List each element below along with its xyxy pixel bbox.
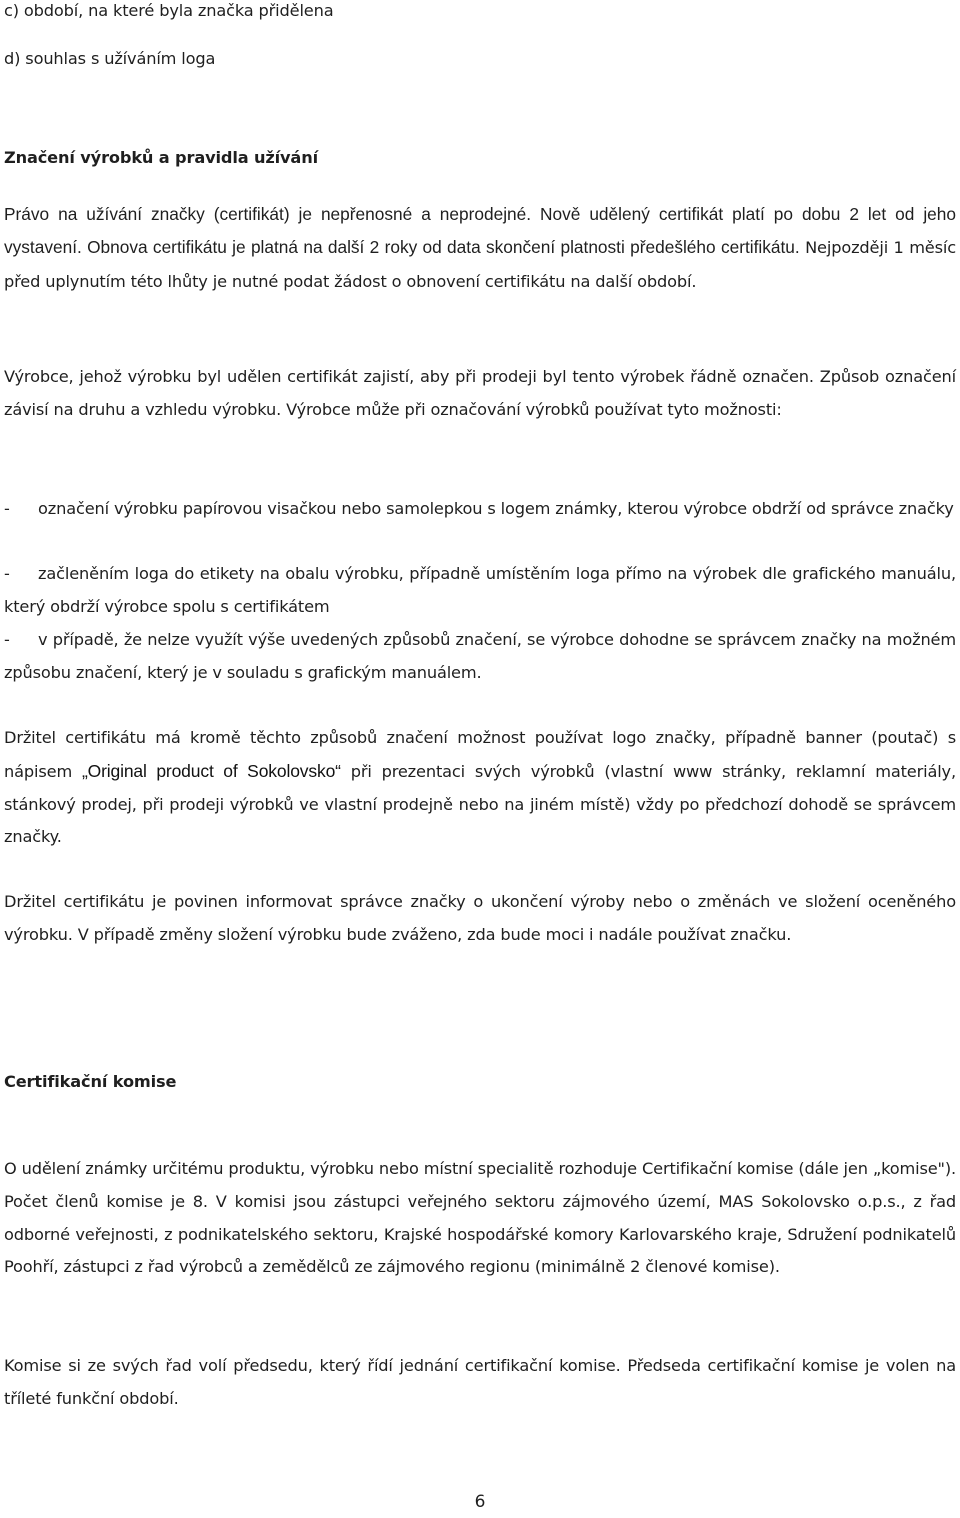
paragraph-producer-marking: Výrobce, jehož výrobku byl udělen certifikát zajistí, aby při prodeji byl tento výrobek řádně označen. Způsob označení závisí na druhu a vzhledu výrobku. Výrobce může při označování výrobků používat tyto možnosti: [4,367,956,419]
paragraph-validity-part-a: Právo na užívání značky (certifikát) je nepřenosné a neprodejné. Nově udělený certifikát platí po dobu 2 let od jeho vystavení. Obnova certifikátu je platná na další 2 roky od data skončení platnosti předešlého certifikátu. [4,204,956,257]
banner-quote: „Original product of Sokolovsko“ [81,760,341,781]
paragraph-banner-usage [4,722,956,854]
paragraph-certificate-validity [4,198,956,298]
list-item [4,493,956,526]
banner-text-before: Držitel certifikátu má kromě těchto způsobů značení možnost používat logo značky, případně banner (poutač) s nápisem [4,728,956,781]
paragraph-holder-obligation: Držitel certifikátu je povinen informovat správce značky o ukončení výroby nebo o změnách ve složení oceněného výrobku. V případě změny složení výrobku bude zváženo, zda bude moci i nadále používat značku. [4,892,956,944]
list-item [4,624,956,690]
paragraph-validity-part-b: Nejpozději 1 měsíc před uplynutím této lhůty je nutné podat žádost o obnovení certifikátu na další období. [4,237,957,291]
section-heading-marking: Značení výrobků a pravidla užívání [4,148,318,167]
list-dash: - [4,630,10,649]
paragraph-committee-chair: Komise si ze svých řad volí předsedu, který řídí jednání certifikační komise. Předseda certifikační komise je volen na tříleté funkční období. [4,1356,956,1408]
section-heading-committee: Certifikační komise [4,1072,177,1091]
list-dash: - [4,564,10,583]
list-item-c: c) období, na které byla značka přidělena [4,1,334,20]
page-number: 6 [474,1492,486,1512]
list-item-text: začleněním loga do etikety na obalu výrobku, případně umístěním loga přímo na výrobek dle grafického manuálu, který obdrží výrobce spolu s certifikátem [4,564,956,616]
list-item [4,558,956,624]
list-dash: - [4,499,10,518]
list-item-text: v případě, že nelze využít výše uvedených způsobů značení, se výrobce dohodne se správcem značky na možném způsobu značení, který je v souladu s grafickým manuálem. [4,630,956,682]
banner-text-after: při prezentaci svých výrobků (vlastní www stránky, reklamní materiály, stánkový prodej, při prodeji výrobků ve vlastní prodejně nebo na jiném místě) vždy po předchozí dohodě se správcem značky. [4,761,956,847]
paragraph-committee-composition: O udělení známky určitému produktu, výrobku nebo místní specialitě rozhoduje Certifikační komise (dále jen „komise"). Počet členů komise je 8. V komisi jsou zástupci veřejného sektoru zájmového území, MAS Sokolovsko o.p.s., z řad odborné veřejnosti, z podnikatelského sektoru, Krajské hospodářské komory Karlovarského kraje, Sdružení podnikatelů Poohří, zástupci z řad výrobců a zemědělců ze zájmového regionu (minimálně 2 členové komise). [4,1159,956,1277]
list-item-d: d) souhlas s užíváním loga [4,49,216,68]
list-item-text: označení výrobku papírovou visačkou nebo samolepkou s logem známky, kterou výrobce obdrží od správce značky [38,499,954,518]
